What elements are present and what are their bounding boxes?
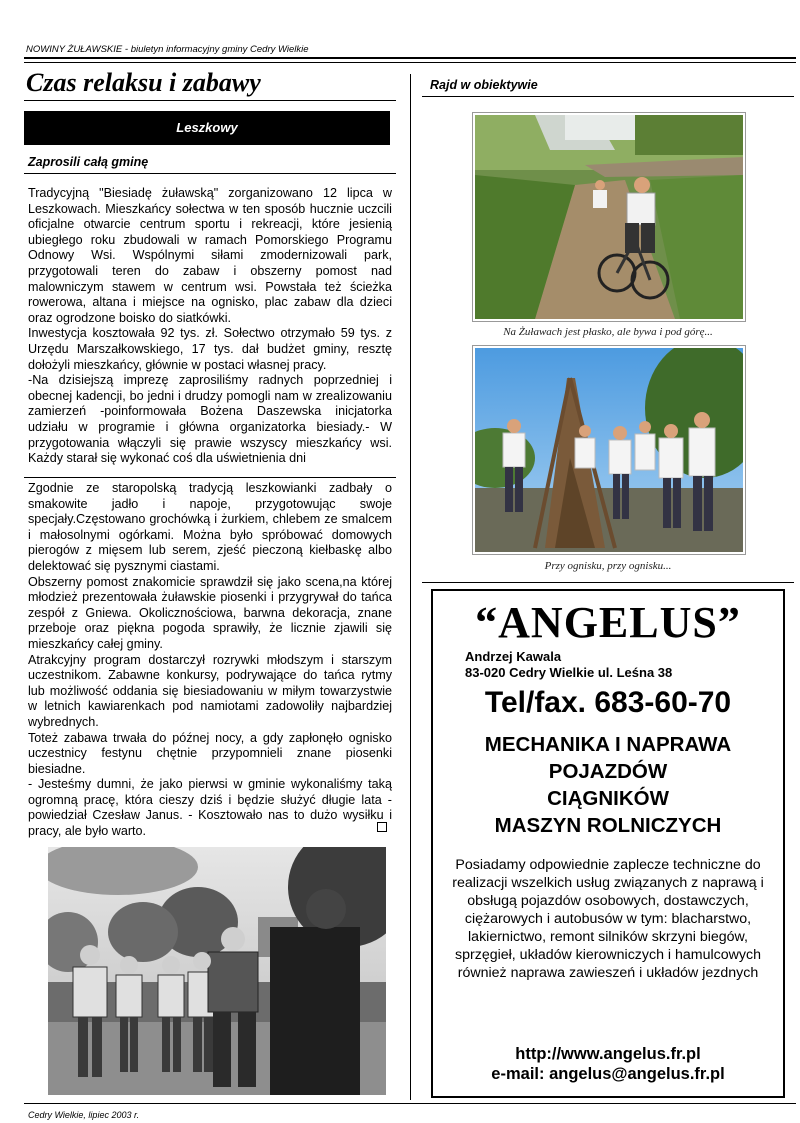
paragraph: Inwestycja kosztowała 92 tys. zł. Sołectwo otrzymało 59 tys. z Urzędu Marszałkowskiego, 17 tys. dał budżet gminy, resztę dołożyli mieszkańcy, głównie w postaci własnej pracy. (28, 326, 392, 372)
photo-caption-2: Przy ognisku, przy ognisku... (544, 560, 672, 572)
article-end-mark (377, 822, 387, 832)
subtitle-rule (24, 173, 396, 174)
festival-photo (48, 847, 386, 1095)
article-title: Czas relaksu i zabawy (26, 68, 261, 97)
article-subtitle: Zaprosili całą gminę (28, 155, 149, 169)
ad-address: 83-020 Cedry Wielkie ul. Leśna 38 (465, 665, 673, 680)
ad-owner-name: Andrzej Kawala (465, 649, 562, 664)
gallery-heading: Rajd w obiektywie (430, 78, 538, 92)
photo-caption-1: Na Żuławach jest płasko, ale bywa i pod górę... (503, 326, 713, 338)
ad-website-link[interactable]: http://www.angelus.fr.pl (515, 1045, 701, 1063)
ad-service-line: MASZYN ROLNICZYCH (494, 814, 722, 837)
paragraph: Obszerny pomost znakomicie sprawdził się jako scena,na której młodzież prezentowała żuławskie piosenki i przygrywał do tańca zespół z Gniewa. Okolicznościowa, barwna dekoracja, znane przeboje oraz piękna pogoda sprawiły, że licznie zjawili się mieszkańcy całej gminy. (28, 574, 392, 651)
ad-email-link[interactable]: e-mail: angelus@angelus.fr.pl (491, 1065, 725, 1083)
header-rule-thick (24, 57, 796, 59)
ad-company-name: “ANGELUS” (475, 598, 741, 647)
ad-phone: Tel/fax. 683-60-70 (484, 686, 732, 719)
article-text-part-1 (28, 186, 392, 467)
ad-top-rule (422, 582, 794, 583)
header-rule-thin (24, 62, 796, 63)
paragraph: Toteż zabawa trwała do późnej nocy, a gdy zapłonęło ognisko uczestnicy festynu chętnie przypomnieli znane piosenki biesiadne. (28, 730, 392, 776)
bonfire-photo (475, 348, 743, 552)
ad-service-line: MECHANIKA I NAPRAWA (484, 733, 732, 756)
title-rule (24, 100, 396, 101)
paragraph: Atrakcyjny program dostarczył rozrywki młodszym i starszym uczestnikom. Zabawne konkursy, podrywające do tańca rytmy lub możliwość oddania się biesiadowaniu w miłym towarzystwie w letnich kawiarenkach pod namiotami zadowoliły najbardziej wybrednych. (28, 652, 392, 729)
paragraph: Zgodnie ze staropolską tradycją leszkowianki zadbały o smakowite jadło i napoje, przygotowując swoje specjały.Częstowano grochówką i żurkiem, chlebem ze smalcem i małosolnymi ogórkami. Można było spróbować domowych pierogów z mięsem lub serem, zjeść pieczoną kiełbaskę albo delektować się pysznymi ciastami. (28, 481, 392, 573)
section-band: Leszkowy (24, 111, 390, 145)
ad-service-line: POJAZDÓW (548, 760, 668, 783)
article-text-part-2 (28, 481, 392, 840)
footer-rule (24, 1103, 796, 1104)
festival-photo-image (48, 847, 386, 1095)
publication-header: NOWINY ŻUŁAWSKIE - biuletyn informacyjny gminy Cedry Wielkie (26, 44, 309, 55)
bonfire-photo-frame (472, 345, 746, 555)
gallery-rule (422, 96, 794, 97)
text-box-rule (24, 477, 396, 478)
paragraph: -Na dzisiejszą imprezę zaprosiliśmy radnych poprzedniej i obecnej kadencji, bo jedni i drudzy pomogli nam w zrealizowaniu zamierzeń -poinformowała Bożena Daszewska inicjatorka udziału w programie i główna organizatorka biesiady.- W przygotowania włączyli się prawie wszyscy mieszkańcy wsi. Każdy starał się wykonać coś dla uświetnienia dni (28, 373, 392, 466)
column-divider (410, 74, 411, 1100)
ad-service-line: CIĄGNIKÓW (547, 787, 669, 810)
ad-owner-block (465, 649, 672, 681)
footer-text: Cedry Wielkie, lipiec 2003 r. (28, 1110, 140, 1120)
cyclist-photo (475, 115, 743, 319)
ad-contact (433, 1044, 783, 1084)
angelus-advertisement (431, 589, 785, 1098)
paragraph: Tradycyjną "Biesiadę żuławską" zorganizowano 12 lipca w Leszkowach. Mieszkańcy sołectwa w ten sposób hucznie uczcili oficjalne otwarcie centrum sportu i rekreacji, które jesienią ubiegłego roku zbudowali w ramach Pomorskiego Programu Odnowy Wsi. Wspólnymi siłami zmodernizowali park, przygotowali teren do zabaw i obszerny pomost nad malowniczym stawem w centrum wsi. Powstała też ścieżka rowerowa, altana i miejsce na ognisko, plac zabaw dla dzieci oraz ogrodzone boisko do siatkówki. (28, 186, 392, 325)
bike-photo-frame (472, 112, 746, 322)
ad-description: Posiadamy odpowiednie zaplecze techniczne do realizacji wszelkich usług związanych z naprawą i obsługą pojazdów osobowych, dostawczych, ciężarowych i autobusów w tym: blacharstwo, lakiernictwo, remont silników skrzyni biegów, sprzęgieł, układów kierowniczych i hamulcowych również naprawa zawieszeń i układów jezdnych (452, 857, 764, 981)
ad-services (433, 731, 783, 839)
paragraph: - Jesteśmy dumni, że jako pierwsi w gminie wykonaliśmy taką ogromną pracę, która cieszy dziś i będzie służyć długie lata - powiedział Czesław Janus. - Kosztowało nas to dużo wysiłku i pracy, ale było warto. (28, 777, 392, 839)
